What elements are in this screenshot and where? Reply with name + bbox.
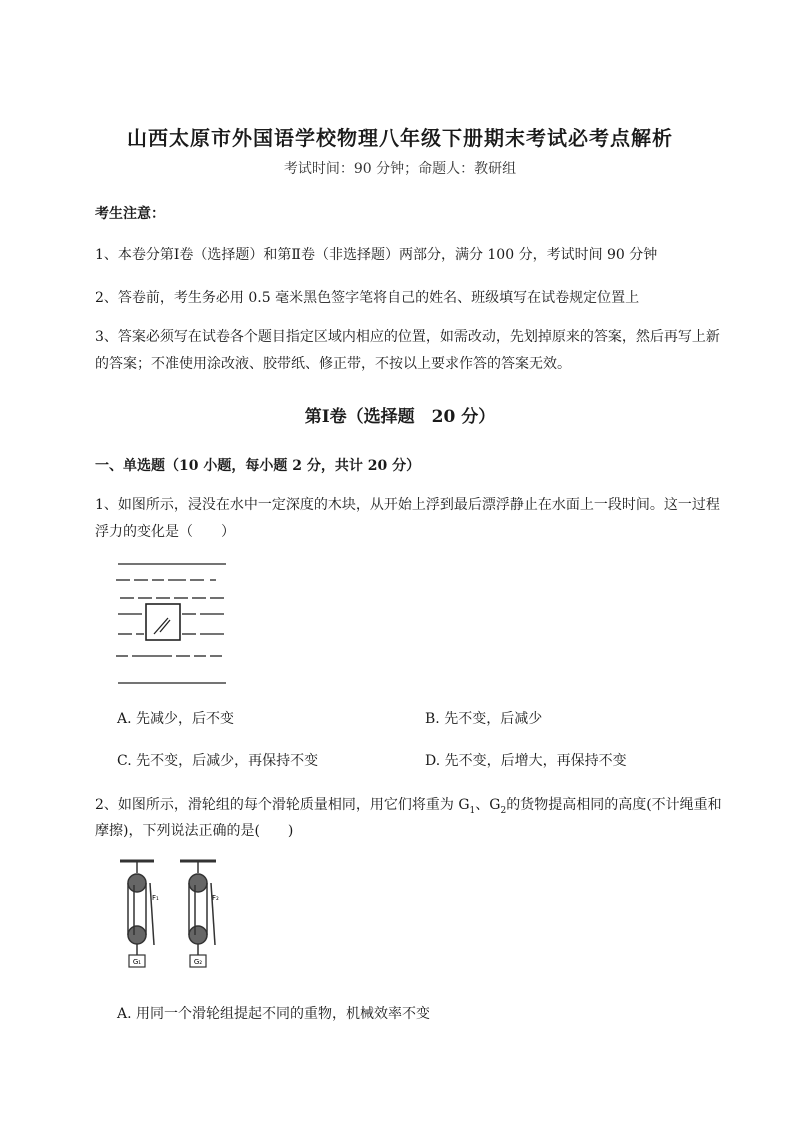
force-f2-label: F₂ [212,894,219,902]
question-2-stem-line2: 摩擦)，下列说法正确的是( ) [95,823,294,839]
notice-item-2: 2、答卷前，考生务必用 0.5 毫米黑色签字笔将自己的姓名、班级填写在试卷规定位置上 [95,290,640,306]
question-1-option-c[interactable]: C. 先不变，后减少，再保持不变 [117,753,319,769]
force-f1-label: F₁ [152,894,159,902]
group-title: 一、单选题（10 小题，每小题 2 分，共计 20 分） [95,458,421,474]
exam-info: 考试时间：90 分钟；命题人：教研组 [283,161,517,177]
question-1-option-d[interactable]: D. 先不变，后增大，再保持不变 [425,753,627,769]
question-2-figure [112,855,237,980]
question-2-option-a[interactable]: A. 用同一个滑轮组提起不同的重物，机械效率不变 [117,1006,431,1022]
load-g1-label: G₁ [132,958,142,966]
notice-item-3: 3、答案必须写在试卷各个题目指定区域内相应的位置，如需改动，先划掉原来的答案，然后再写上新的答案；不准使用涂改液、胶带纸、修正带，不按以上要求作答的答案无效。 [95,329,720,372]
question-1-stem: 1、如图所示，浸没在水中一定深度的木块，从开始上浮到最后漂浮静止在水面上一段时间。这一过程浮力的变化是（ ） [95,497,720,540]
load-g2-label: G₂ [193,958,203,966]
question-1-option-a[interactable]: A. 先减少，后不变 [117,711,235,727]
question-1-option-b[interactable]: B. 先不变，后减少 [425,711,543,727]
notice-item-1: 1、本卷分第Ⅰ卷（选择题）和第Ⅱ卷（非选择题）两部分，满分 100 分，考试时间 90 分钟 [95,247,658,263]
question-2-stem: 2、如图所示，滑轮组的每个滑轮质量相同，用它们将重为 $G_1$、$G_2$的货物提高相同的高度(不计绳重和 [95,797,722,816]
notice-heading: 考生注意： [95,206,165,222]
page-title: 山西太原市外国语学校物理八年级下册期末考试必考点解析 [127,126,673,150]
section-title: 第Ⅰ卷（选择题 20 分） [304,407,496,427]
question-1-figure [112,558,232,688]
